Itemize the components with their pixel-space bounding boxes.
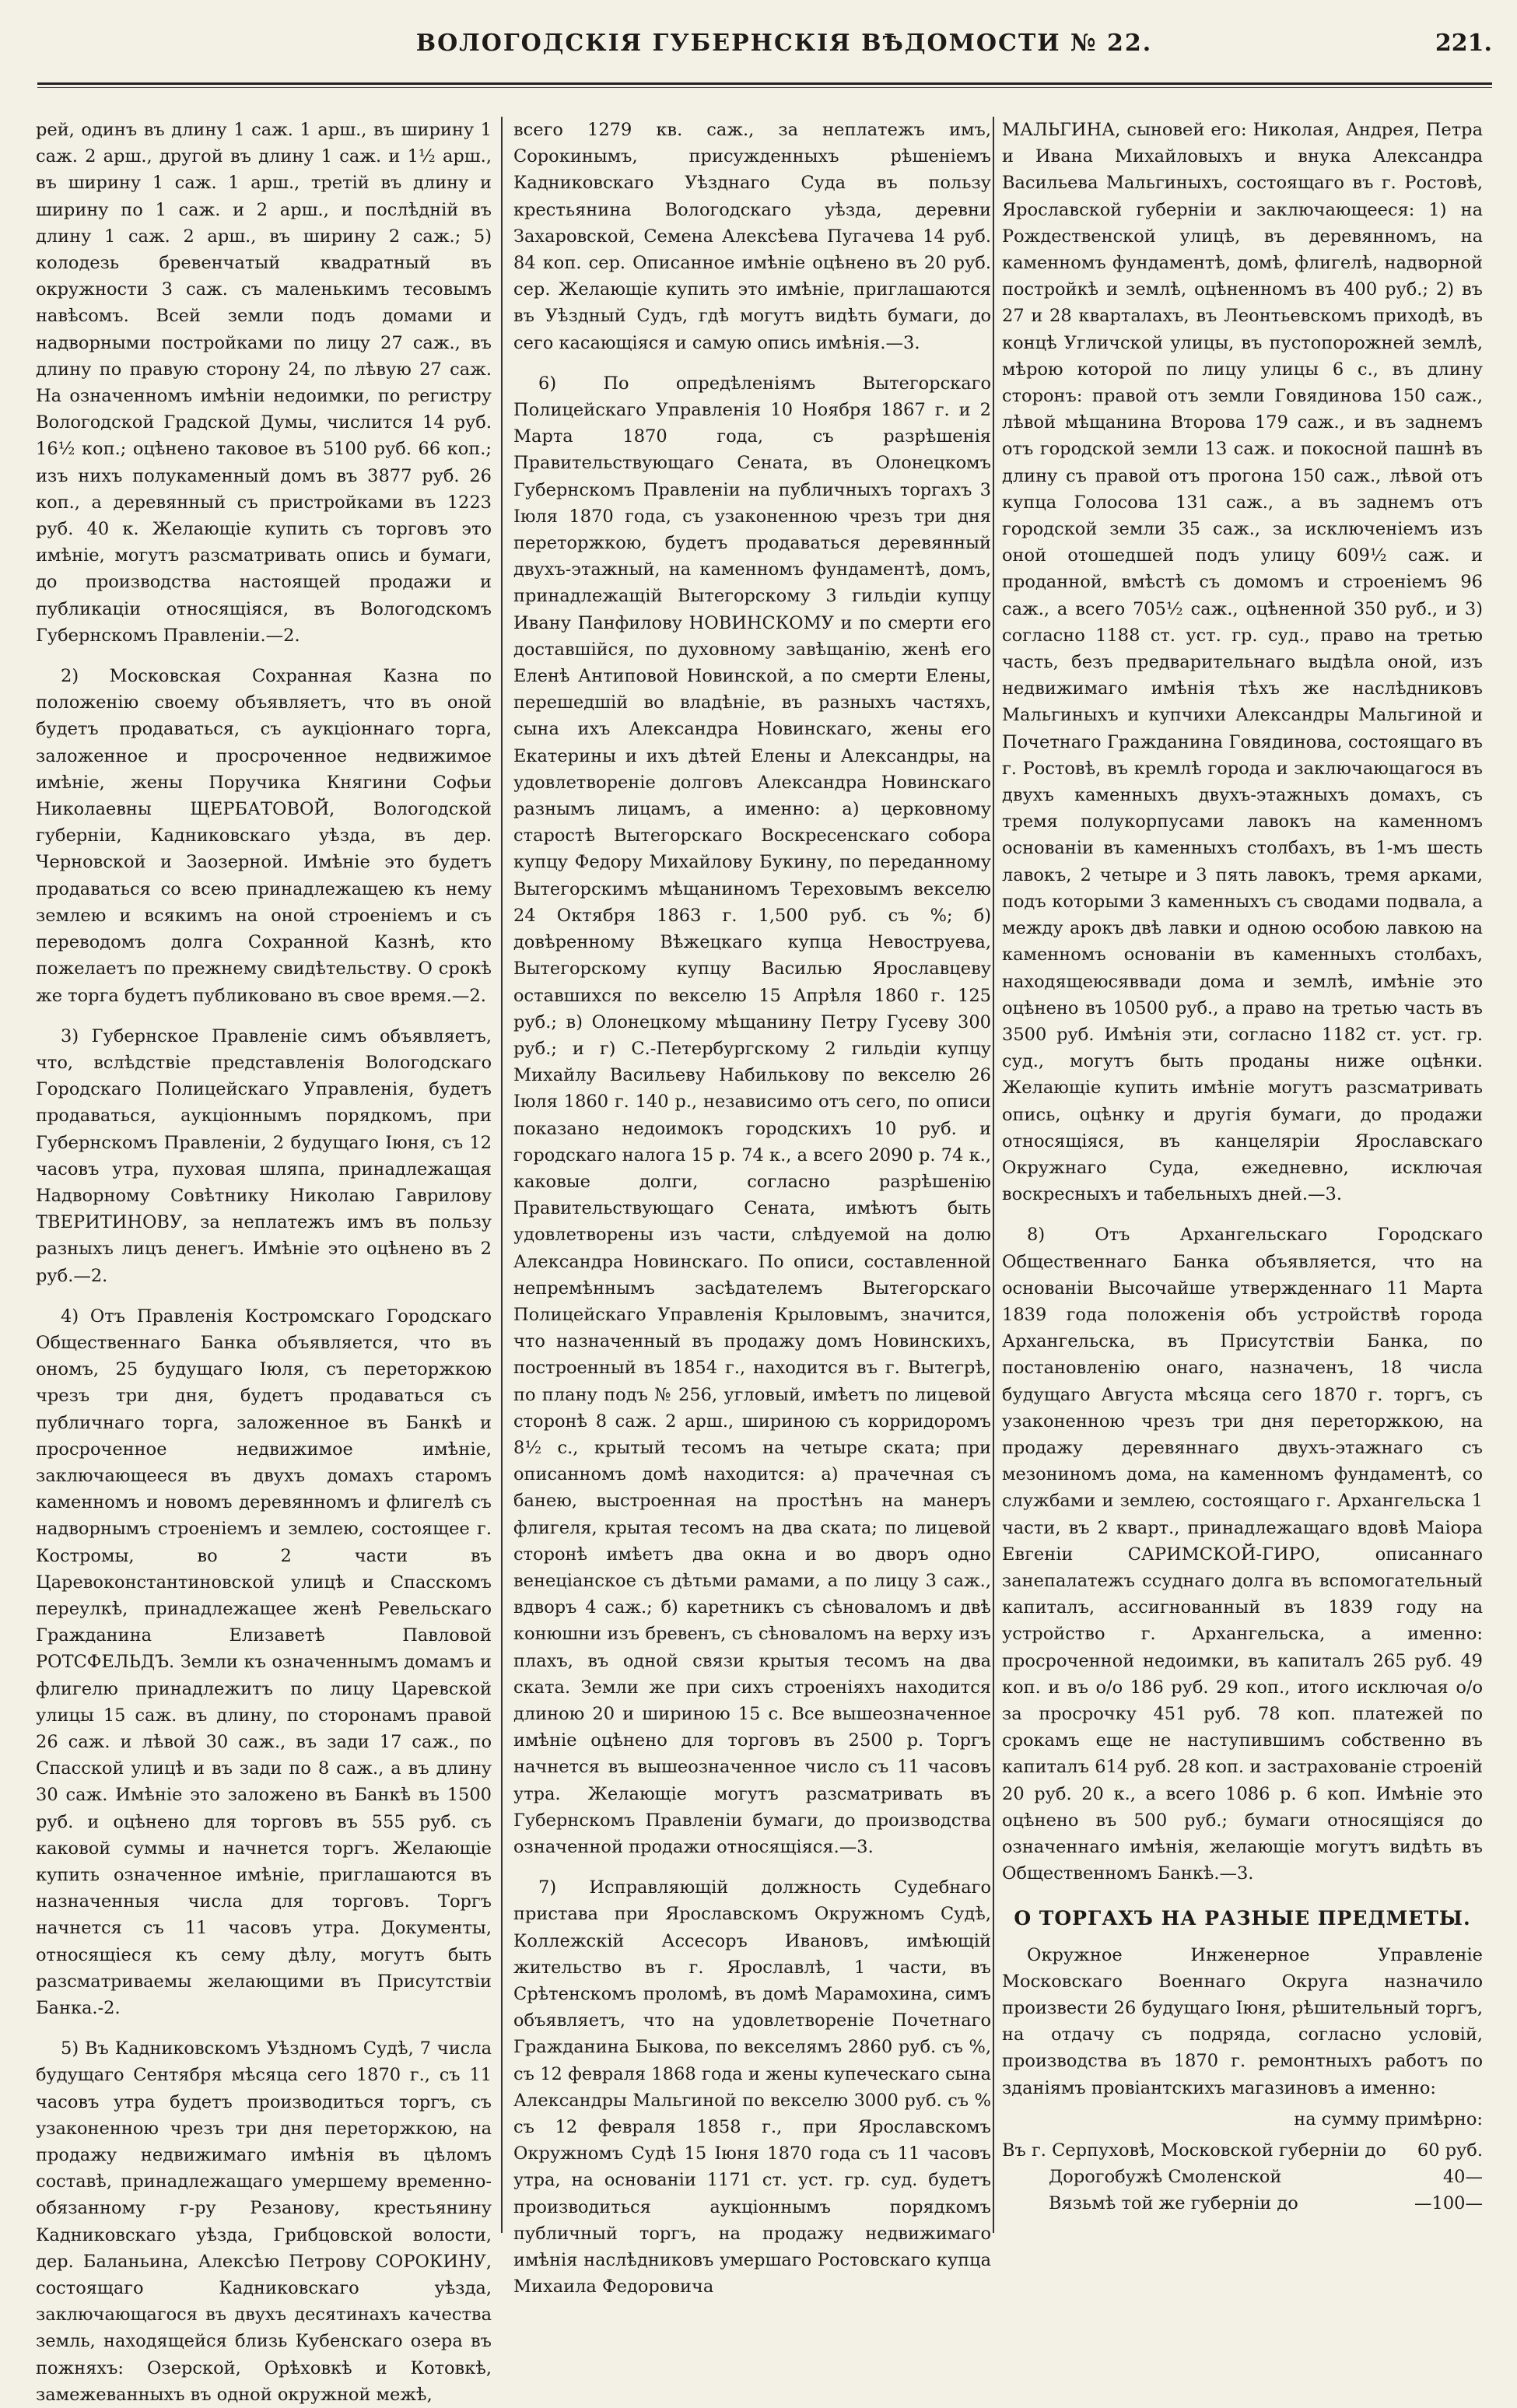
price-sum: —100— — [1414, 2193, 1483, 2214]
article-paragraph: 8) Отъ Архангельскаго Городскаго Общественнаго Банка объявляется, что на основаніи Высочайше утвержденнаго 11 Марта 1839 года положенія объ устройствѣ города Архангельска, въ Присутствіи Банка, по постановленію онаго, назначенъ, 18 числа будущаго Августа мѣсяца сего 1870 г. торгъ, съ узаконенною чрезъ три дня переторжкою, на продажу деревяннаго двухъ-этажнаго съ мезониномъ дома, на каменномъ фундаментѣ, со службами и землею, состоящаго г. Архангельска 1 части, въ 2 кварт., принадлежащаго вдовѣ Маіора Евгеніи САРИМСКОЙ-ГИРО, описаннаго занепалатежъ ссуднаго долга въ вспомогательный капиталъ, ассигнованный въ 1839 году на устройство г. Архангельска, а именно: просроченной недоимки, въ капиталъ 265 руб. 49 коп. и въ о/о 186 руб. 29 коп., итого исключая о/о за просрочку 451 руб. 78 коп. платежей по срокамъ еще не наступившимъ собственно въ капиталъ 614 руб. 28 коп. и застрахованіе строеній 20 руб. 20 к., а всего 1086 р. 6 коп. Имѣніе это оцѣнено въ 500 руб.; бумаги относящіяся до означеннаго имѣнія, желающіе могутъ видѣть въ Общественномъ Банкѣ.—3. — [1002, 1225, 1483, 1884]
article-paragraph: 6) По опредѣленіямъ Вытегорскаго Полицейскаго Управленія 10 Ноября 1867 г. и 2 Марта 1870 года, съ разрѣшенія Правительствующаго Сената, въ Олонецкомъ Губернскомъ Правленіи на публичныхъ торгахъ 3 Іюля 1870 года, съ узаконенною чрезъ три дня переторжкою, будетъ продаваться деревянный двухъ-этажный, на каменномъ фундаментѣ, домъ, принадлежащій Вытегорскому 3 гильдіи купцу Ивану Панфилову НОВИНСКОМУ и по смерти его доставшійся, по духовному завѣщанію, женѣ его Еленѣ Антиповой Новинской, а по смерти Елены, перешедшій во владѣніе, въ разныхъ частяхъ, сына ихъ Александра Новинскаго, жены его Екатерины и ихъ дѣтей Елены и Александры, на удовлетвореніе долговъ Александра Новинскаго разнымъ лицамъ, а именно: а) церковному старостѣ Вытегорскаго Воскресенскаго собора купцу Федору Михайлову Букину, по переданному Вытегорскимъ мѣщаниномъ Тереховымъ векселю 24 Октября 1863 г. 1,500 руб. съ %; б) довѣренному Вѣжецкаго купца Невоструева, Вытегорскому купцу Василью Ярославцеву оставшихся по векселю 15 Апрѣля 1860 г. 125 руб.; в) Олонецкому мѣщанину Петру Гусеву 300 руб.; и г) С.-Петербургскому 2 гильдіи купцу Михайлу Васильеву Набилькову по векселю 26 Іюля 1860 г. 140 р., независимо отъ сего, по описи показано недоимокъ городскихъ 10 руб. и городскаго налога 15 р. 74 к., а всего 2090 р. 74 к., каковые долги, согласно разрѣшенію Правительствующаго Сената, имѣютъ быть удовлетворены изъ части, слѣдуемой на долю Александра Новинскаго. По описи, составленной непремѣннымъ засѣдателемъ Вытегорскаго Полицейскаго Управленія Крыловымъ, значится, что назначенный въ продажу домъ Новинскихъ, построенный въ 1854 г., находится въ г. Вытегрѣ, по плану подъ № 256, угловый, имѣетъ по лицевой сторонѣ 8 саж. 2 арш., шириною съ корридоромъ 8½ с., крытый тесомъ на четыре ската; при описанномъ домѣ находится: а) прачечная съ банею, выстроенная на простѣнъ на манеръ флигеля, крытая тесомъ на два ската; по лицевой сторонѣ имѣетъ два окна и во дворъ одно венеціанское съ дѣтьми рамами, а по лицу 3 саж., вдворъ 4 саж.; б) каретникъ съ сѣноваломъ и двѣ конюшни изъ бревенъ, съ сѣноваломъ на верху изъ плахъ, въ одной связи крытыя тесомъ на два ската. Земли же при сихъ строеніяхъ находится длиною 20 и шириною 15 с. Все вышеозначенное имѣніе оцѣнено для торговъ въ 2500 р. Торгъ начнется въ вышеозначенное число съ 11 часовъ утра. Желающіе могутъ разсматривать въ Губернскомъ Правленіи бумаги, до производства означенной продажи относящіяся.—3. — [513, 373, 991, 1857]
article-paragraph: 5) Въ Кадниковскомъ Уѣздномъ Судѣ, 7 числа будущаго Сентября мѣсяца сего 1870 г., съ 11 часовъ утра будетъ производиться торгъ, съ узаконенною чрезъ три дня переторжкою, на продажу недвижимаго имѣнія въ цѣломъ составѣ, принадлежащаго умершему временно-обязанному г-ру Резанову, крестьянину Кадниковскаго уѣзда, Грибцовской волости, дер. Баланьина, Алексѣю Петрову СОРОКИНУ, состоящаго Кадниковскаго уѣзда, заключающагося въ двухъ десятинахъ качества земль, находящейся близь Кубенскаго озера въ пожняхъ: Озерской, Орѣховкѣ и Котовкѣ, замежеванныхъ въ одной окружной межѣ, — [36, 2038, 492, 2405]
article-paragraph: Окружное Инженерное Управленіе Московскаго Военнаго Округа назначило произвести 26 будущаго Іюня, рѣшительный торгъ, на отдачу съ подряда, согласно условій, производства въ 1870 г. ремонтныхъ работъ по зданіямъ провіантскихъ магазиновъ а именно: — [1002, 1944, 1483, 2098]
article-paragraph: рей, одинъ въ длину 1 саж. 1 арш., въ ширину 1 саж. 2 арш., другой въ длину 1 саж. и 1½ арш., въ ширину 1 саж. 1 арш., третій въ длину и ширину по 1 саж. и 2 арш., и послѣдній въ длину 1 саж. 2 арш., въ ширину 2 саж.; 5) колодезь бревенчатый квадратный въ окружности 3 саж. съ маленькимъ тесовымъ навѣсомъ. Всей земли подъ домами и надворными постройками по лицу 27 саж., въ длину по правую сторону 24, по лѣвую 27 саж. На означенномъ имѣніи недоимки, по регистру Вологодской Градской Думы, числится 14 руб. 16½ коп.; оцѣнено таковое въ 5100 руб. 66 коп.; изъ нихъ полукаменный домъ въ 3877 руб. 26 коп., а деревянный съ пристройками въ 1223 руб. 40 к. Желающіе купить съ торговъ это имѣніе, могутъ разсматривать опись и бумаги, до производства настоящей продажи и публикаціи относящіяся, въ Вологодскомъ Губернскомъ Правленіи.—2. — [36, 120, 492, 646]
article-paragraph: 4) Отъ Правленія Костромскаго Городскаго Общественнаго Банка объявляется, что въ ономъ, 25 будущаго Іюля, съ переторжкою чрезъ три дня, будетъ продаваться съ публичнаго торга, заложенное въ Банкѣ и просроченное недвижимое имѣніе, заключающееся въ двухъ домахъ старомъ каменномъ и новомъ деревянномъ и флигелѣ съ надворнымъ строеніемъ и землею, состоящее г. Костромы, во 2 части въ Царевоконстантиновской улицѣ и Спасскомъ переулкѣ, принадлежащее женѣ Ревельскаго Гражданина Елизаветѣ Павловой РОТСФЕЛЬДЪ. Земли къ означеннымъ домамъ и флигелю принадлежитъ по лицу Царевской улицы 15 саж. въ длину, по сторонамъ правой 26 саж. и лѣвой 30 саж., въ зади 17 саж., по Спасской улицѣ и въ зади по 8 саж., а въ длину 30 саж. Имѣніе это заложено въ Банкѣ въ 1500 руб. и оцѣнено для торговъ въ 555 руб. съ каковой суммы и начнется торгъ. Желающіе купить означенное имѣніе, приглашаются въ назначенныя числа для торговъ. Торгъ начнется съ 11 часовъ утра. Документы, относящіеся къ сему дѣлу, могутъ быть разсматриваемы желающими въ Присутствіи Банка.-2. — [36, 1306, 492, 2019]
article-paragraph: всего 1279 кв. саж., за неплатежъ имъ, Сорокинымъ, присужденныхъ рѣшеніемъ Кадниковскаго Уѣзднаго Суда въ пользу крестьянина Вологодскаго уѣзда, деревни Захаровской, Семена Алексѣева Пугачева 14 руб. 84 коп. сер. Описанное имѣніе оцѣнено въ 20 руб. сер. Желающіе купить это имѣніе, приглашаются въ Уѣздный Судъ, гдѣ могутъ видѣть бумаги, до сего касающіяся и самую опись имѣнія.—3. — [513, 120, 991, 353]
newspaper-title: ВОЛОГОДСКІЯ ГУБЕРНСКІЯ ВѢДОМОСТИ № 22. — [415, 30, 1153, 57]
column-divider — [993, 117, 994, 2233]
article-paragraph: МАЛЬГИНА, сыновей его: Николая, Андрея, Петра и Ивана Михайловыхъ и внука Александра Васильева Мальгиныхъ, состоящаго въ г. Ростовѣ, Ярославской губерніи и заключающееся: 1) на Рождественской улицѣ, въ деревянномъ, на каменномъ фундаментѣ, домѣ, флигелѣ, надворной постройкѣ и землѣ, оцѣненномъ въ 400 руб.; 2) въ 27 и 28 кварталахъ, въ Леонтьевскомъ приходѣ, въ концѣ Угличской улицы, въ пустопорожней землѣ, мѣрою которой по лицу улицы 6 с., въ длину сторонъ: правой отъ земли Говядинова 150 саж., лѣвой мѣщанина Второва 179 саж., и въ заднемъ отъ городской земли 13 саж. и покосной пашнѣ въ длину съ правой отъ прогона 150 саж., лѣвой отъ купца Голосова 131 саж., а въ заднемъ отъ городской земли 35 саж., за исключеніемъ изъ оной отошедшей подъ улицу 609½ саж. и проданной, вмѣстѣ съ домомъ и строеніемъ 96 саж., а всего 705½ саж., оцѣненной 350 руб., и 3) согласно 1188 ст. уст. гр. суд., право на третью часть, безъ предварительнаго выдѣла оной, изъ недвижимаго имѣнія тѣхъ же наслѣдниковъ Мальгиныхъ и купчихи Александры Мальгиной и Почетнаго Гражданина Говядинова, состоящаго въ г. Ростовѣ, въ кремлѣ города и заключающагося въ двухъ каменныхъ двухъ-этажныхъ домахъ, съ тремя полукорпусами лавокъ на каменномъ основаніи въ каменныхъ столбахъ, въ 1-мъ шесть лавокъ, 2 четыре и 3 пять лавокъ, тремя арками, подъ которыми 3 каменныхъ съ сводами подвала, а между арокъ двѣ лавки и одною особою лавкою на каменномъ основаніи въ каменныхъ столбахъ, находящеюсяввади дома и землѣ, имѣніе это оцѣнено въ 10500 руб., а право на третью часть въ 3500 руб. Имѣнія эти, согласно 1182 ст. уст. гр. суд., могутъ быть проданы ниже оцѣнки. Желающіе купить имѣніе могутъ разсматривать опись, оцѣнку и другія бумаги, до продажи относящіяся, въ канцеляріи Ярославскаго Окружнаго Суда, ежедневно, исключая воскресныхъ и табельныхъ дней.—3. — [1002, 120, 1483, 1205]
article-paragraph: 7) Исправляющій должность Судебнаго пристава при Ярославскомъ Окружномъ Судѣ, Коллежскій Ассесоръ Ивановъ, имѣющій жительство въ г. Ярославлѣ, 1 части, въ Срѣтенскомъ проломѣ, въ домѣ Марамохина, симъ объявляетъ, что на удовлетвореніе Почетнаго Гражданина Быкова, по векселямъ 2860 руб. съ %, съ 12 февраля 1868 года и жены купеческаго сына Александры Мальгиной по векселю 3000 руб. съ % съ 12 февраля 1858 г., при Ярославскомъ Окружномъ Судѣ 15 Іюня 1870 года съ 11 часовъ утра, на основаніи 1171 ст. уст. гр. суд. будетъ производиться аукціоннымъ порядкомъ публичный торгъ, на продажу недвижимаго имѣнія наслѣдниковъ умершаго Ростовскаго купца Михаила Федоровича — [513, 1877, 991, 2298]
price-row — [1002, 2137, 1483, 2164]
sum-caption: на сумму примѣрно: — [1294, 2108, 1483, 2129]
column-3 — [1002, 117, 1483, 2241]
header-rule — [37, 82, 1492, 85]
price-row — [1002, 2164, 1483, 2190]
column-1 — [36, 117, 492, 2405]
price-place: Дорогобужѣ Смоленской — [1049, 2167, 1282, 2188]
page-number: 221. — [1435, 30, 1492, 57]
section-heading: О ТОРГАХЪ НА РАЗНЫЕ ПРЕДМЕТЫ. — [1014, 1907, 1471, 1930]
column-divider — [501, 117, 503, 2233]
header-rule-thin — [37, 87, 1492, 88]
price-place: Въ г. Серпуховѣ, Московской губерніи до — [1002, 2140, 1386, 2161]
column-2 — [513, 117, 991, 2298]
price-sum: 40— — [1442, 2167, 1483, 2188]
price-sum: 60 руб. — [1417, 2140, 1483, 2161]
article-paragraph: 3) Губернское Правленіе симъ объявляетъ, что, вслѣдствіе представленія Вологодскаго Городскаго Полицейскаго Управленія, будетъ продаваться, аукціоннымъ порядкомъ, при Губернскомъ Правленіи, 2 будущаго Іюня, съ 12 часовъ утра, пуховая шляпа, принадлежащая Надворному Совѣтнику Николаю Гаврилову ТВЕРИТИНОВУ, за неплатежъ имъ въ пользу разныхъ лицъ денегъ. Имѣніе это оцѣнено въ 2 руб.—2. — [36, 1025, 492, 1286]
page-header — [37, 30, 1492, 84]
price-place: Вязьмѣ той же губерніи до — [1049, 2193, 1298, 2214]
price-row — [1002, 2190, 1483, 2217]
article-paragraph: 2) Московская Сохранная Казна по положенію своему объявляетъ, что въ оной будетъ продаваться, съ аукціоннаго торга, заложенное и просроченное недвижимое имѣніе, жены Поручика Княгини Софьи Николаевны ЩЕРБАТОВОЙ, Вологодской губерніи, Кадниковскаго уѣзда, въ дер. Черновской и Заозерной. Имѣніе это будетъ продаваться со всею принадлежащею къ нему землею и всякимъ на оной строеніемъ и съ переводомъ долга Сохранной Казнѣ, кто пожелаетъ по прежнему свидѣтельству. О срокѣ же торга будетъ публиковано въ свое время.—2. — [36, 666, 492, 1006]
